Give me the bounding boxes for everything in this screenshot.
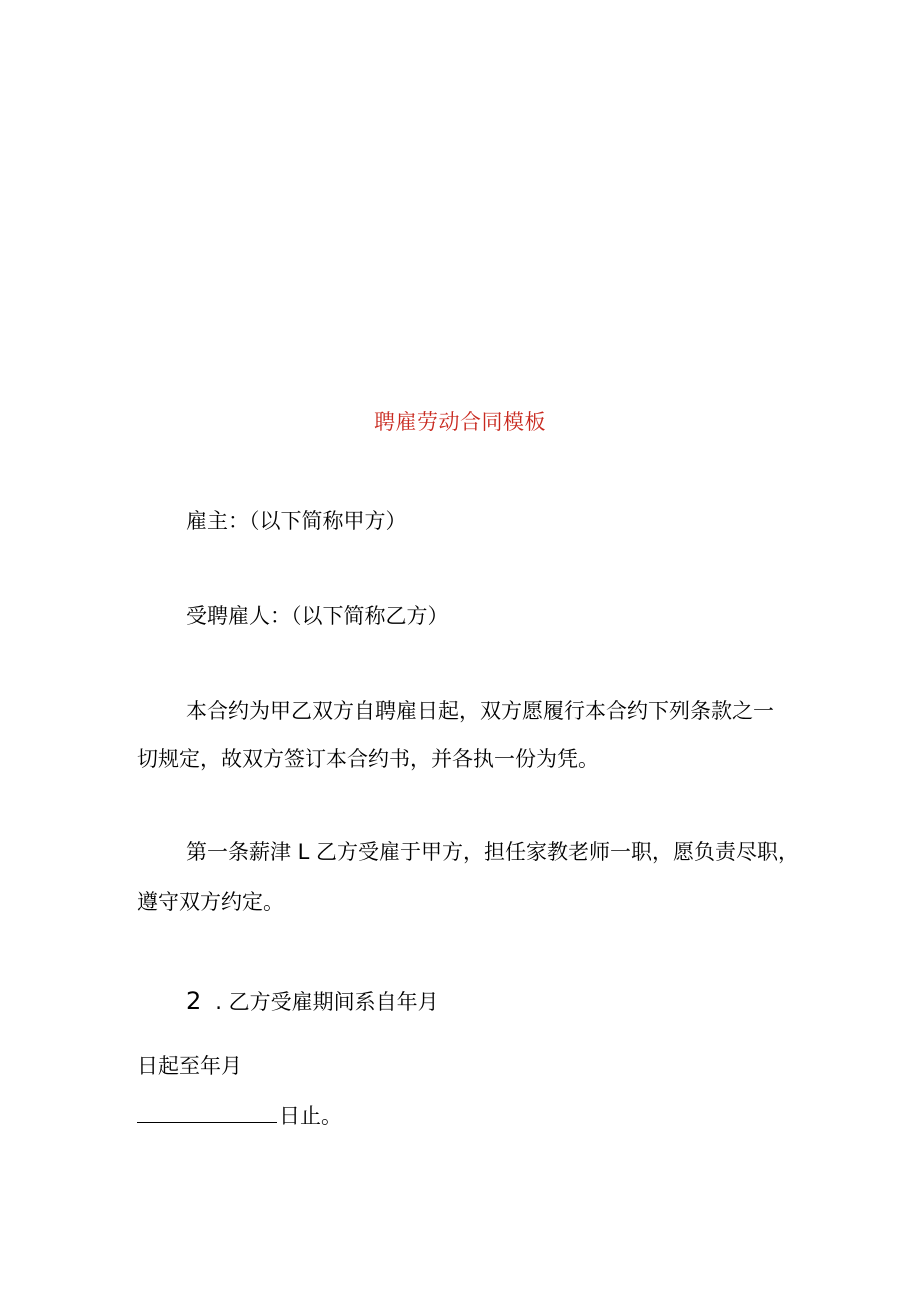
item-2-line-1 xyxy=(186,985,439,1018)
intro-paragraph-line-2: 切规定，故双方签订本合约书，并各执一份为凭。 xyxy=(137,747,599,771)
item-2-line-2: 日起至年月 xyxy=(137,1054,242,1078)
document-title: 聘雇劳动合同模板 xyxy=(374,410,546,434)
item-2-text: . 乙方受雇期间系自年月 xyxy=(215,990,439,1014)
employer-line: 雇主：（以下简称甲方） xyxy=(186,509,407,533)
employee-line: 受聘雇人：（以下简称乙方） xyxy=(186,604,449,628)
article-1-line-1: 第一条薪津 L 乙方受雇于甲方，担任家教老师一职，愿负责尽职， xyxy=(186,840,800,864)
article-1-line-2: 遵守双方约定。 xyxy=(137,890,284,914)
fill-in-blank xyxy=(137,1104,277,1123)
intro-paragraph-line-1: 本合约为甲乙双方自聘雇日起，双方愿履行本合约下列条款之一 xyxy=(186,699,774,723)
item-2-number: 2 xyxy=(186,987,202,1015)
item-2-line-3 xyxy=(137,1100,342,1132)
item-2-line-3-text: 日止。 xyxy=(279,1104,342,1128)
